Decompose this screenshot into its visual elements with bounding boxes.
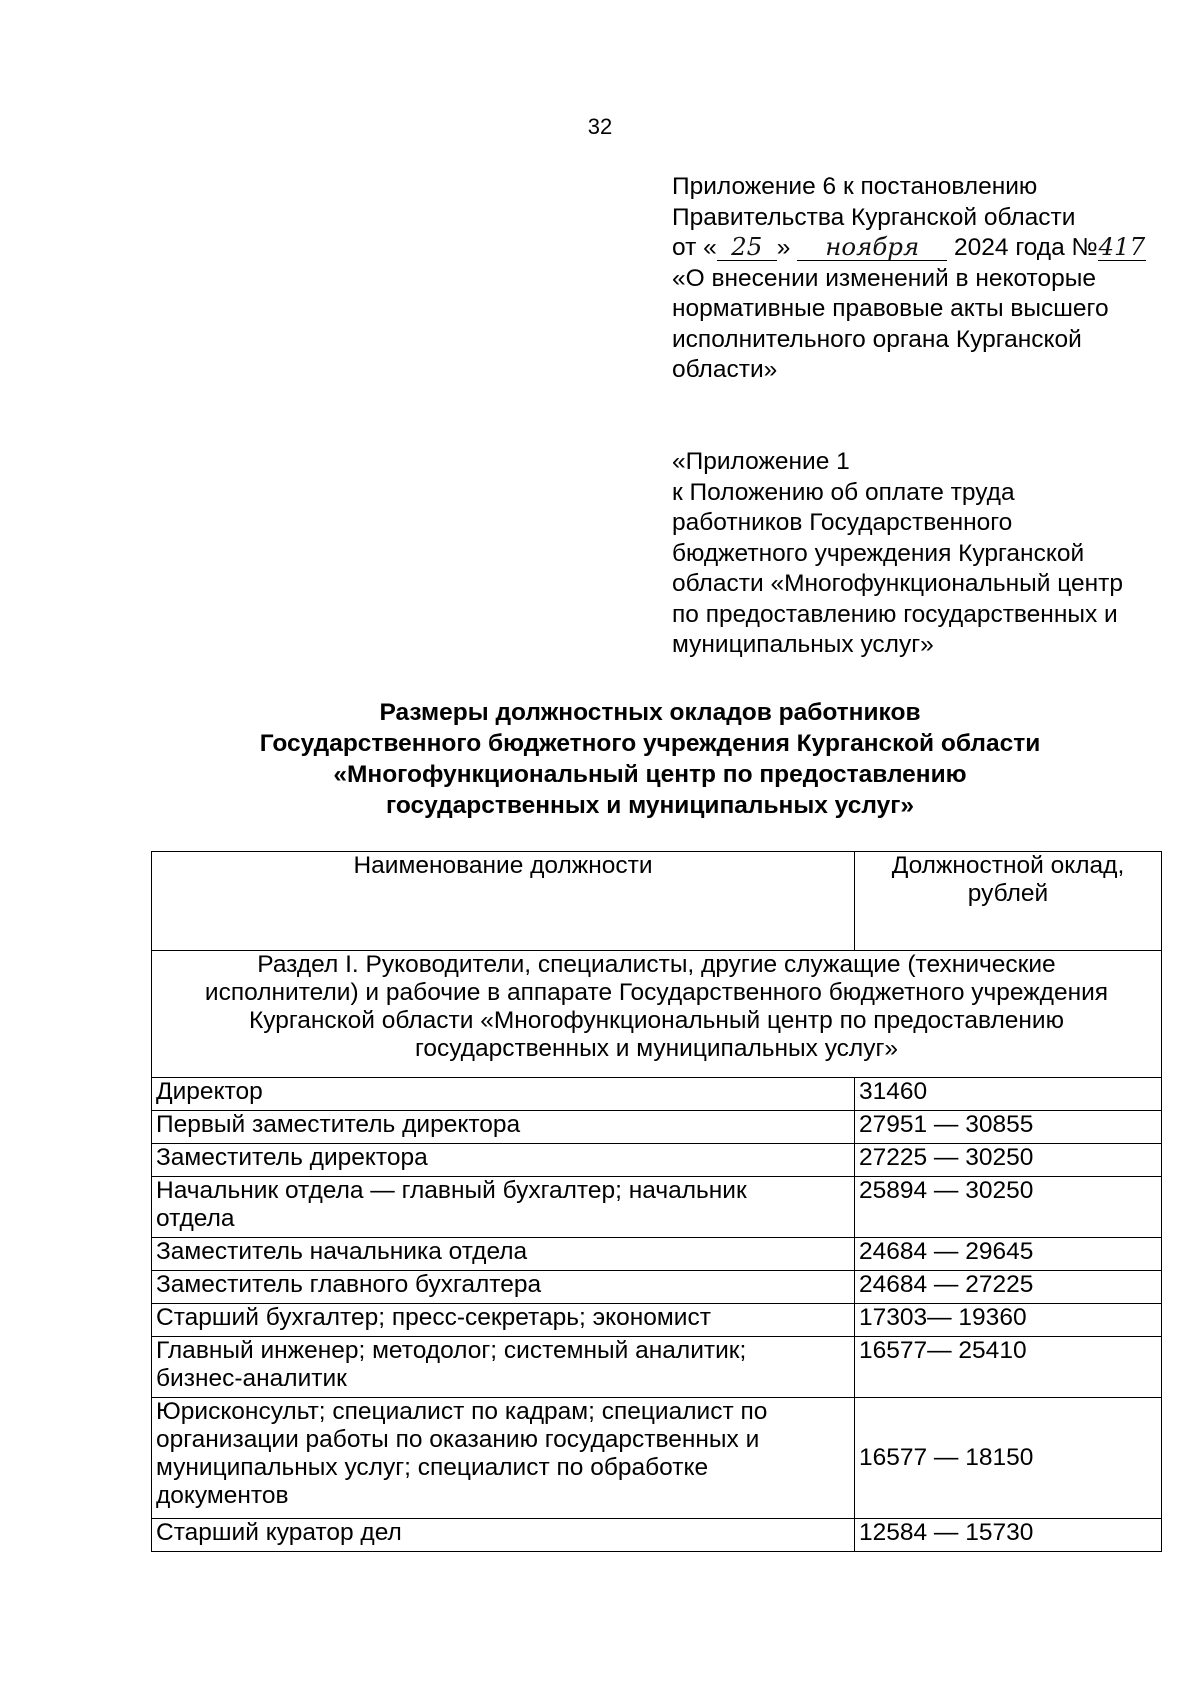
appendix-line: Приложение 6 к постановлению	[672, 173, 1038, 200]
appendix-line: «О внесении изменений в некоторые	[672, 264, 1096, 292]
position-name: Директор	[152, 1078, 855, 1111]
handwritten-day: 25	[717, 234, 777, 261]
appendix-1-header	[672, 447, 1182, 661]
position-name	[152, 1337, 855, 1398]
position-name-line: Главный инженер; методолог; системный аналитик;	[156, 1337, 747, 1364]
table-row	[152, 1078, 1162, 1111]
position-name: Старший куратор дел	[152, 1519, 855, 1552]
document-title	[150, 697, 1150, 821]
appendix1-line: муниципальных услуг»	[672, 631, 934, 658]
salary-value: 24684 — 29645	[855, 1238, 1162, 1271]
position-name-line: Юрисконсульт; специалист по кадрам; специалист по	[156, 1398, 768, 1425]
section-line: Курганской области «Многофункциональный центр по предоставлению	[249, 1007, 1064, 1034]
section-heading	[152, 951, 1162, 1078]
position-name: Старший бухгалтер; пресс-секретарь; экономист	[152, 1304, 855, 1337]
position-name-line: отдела	[156, 1205, 235, 1232]
title-line: Государственного бюджетного учреждения Курганской области	[259, 730, 1041, 757]
column-header-position: Наименование должности	[152, 852, 855, 951]
appendix-line: области»	[672, 356, 778, 383]
date-mid: »	[776, 234, 791, 261]
section-line: Раздел I. Руководители, специалисты, другие служащие (технические	[257, 951, 1056, 978]
appendix1-line: работников Государственного	[672, 509, 1013, 536]
position-name: Заместитель главного бухгалтера	[152, 1271, 855, 1304]
salary-value: 27951 — 30855	[855, 1111, 1162, 1144]
appendix-line: исполнительного органа Курганской	[672, 325, 1082, 353]
salary-header-line: Должностной оклад,	[891, 852, 1125, 879]
appendix1-line: по предоставлению государственных и	[672, 600, 1118, 628]
table-row	[152, 1111, 1162, 1144]
position-name-line: Начальник отдела — главный бухгалтер; начальник	[156, 1177, 747, 1204]
table-header-row	[152, 852, 1162, 951]
salary-value: 27225 — 30250	[855, 1144, 1162, 1177]
appendix-line: нормативные правовые акты высшего	[672, 295, 1109, 322]
appendix1-line: области «Многофункциональный центр	[672, 570, 1123, 597]
position-name-line: муниципальных услуг; специалист по обработке	[156, 1454, 709, 1481]
column-header-salary	[855, 852, 1162, 951]
salary-value: 31460	[855, 1078, 1162, 1111]
position-name-line: документов	[156, 1482, 289, 1509]
section-line: исполнители) и рабочие в аппарате Государственного бюджетного учреждения	[204, 979, 1109, 1006]
handwritten-number: 417	[1098, 232, 1146, 261]
table-row	[152, 1177, 1162, 1238]
section-line: государственных и муниципальных услуг»	[414, 1035, 899, 1062]
salary-header-line: рублей	[967, 880, 1049, 907]
table-row	[152, 1238, 1162, 1271]
appendix-line: Правительства Курганской области	[672, 203, 1076, 231]
salary-table	[151, 851, 1162, 1552]
salary-value: 16577 — 18150	[855, 1398, 1162, 1519]
position-name: Заместитель начальника отдела	[152, 1238, 855, 1271]
salary-value: 12584 — 15730	[855, 1519, 1162, 1552]
decree-date-line	[672, 233, 1182, 264]
date-prefix: от «	[672, 234, 717, 261]
position-name: Первый заместитель директора	[152, 1111, 855, 1144]
position-name-line: организации работы по оказанию государственных и	[156, 1426, 760, 1453]
appendix-header	[672, 172, 1182, 386]
appendix1-line: к Положению об оплате труда	[672, 478, 1015, 506]
section-row	[152, 951, 1162, 1078]
salary-value: 17303— 19360	[855, 1304, 1162, 1337]
position-name	[152, 1398, 855, 1519]
salary-value: 16577— 25410	[855, 1337, 1162, 1398]
table-row	[152, 1519, 1162, 1552]
title-line: Размеры должностных окладов работников	[379, 699, 921, 726]
table-row	[152, 1304, 1162, 1337]
position-name-line: бизнес-аналитик	[156, 1365, 347, 1392]
appendix1-line: «Приложение 1	[672, 448, 850, 475]
table-row	[152, 1398, 1162, 1519]
table-row	[152, 1271, 1162, 1304]
table-row	[152, 1337, 1162, 1398]
position-name	[152, 1177, 855, 1238]
date-year: 2024 года №	[954, 234, 1098, 261]
page-number: 32	[587, 114, 613, 139]
appendix1-line: бюджетного учреждения Курганской	[672, 539, 1085, 567]
handwritten-month: ноября	[797, 234, 947, 261]
salary-value: 24684 — 27225	[855, 1271, 1162, 1304]
salary-value: 25894 — 30250	[855, 1177, 1162, 1238]
table-row	[152, 1144, 1162, 1177]
title-line: государственных и муниципальных услуг»	[385, 792, 915, 819]
position-name: Заместитель директора	[152, 1144, 855, 1177]
title-line: «Многофункциональный центр по предоставлению	[333, 761, 967, 788]
